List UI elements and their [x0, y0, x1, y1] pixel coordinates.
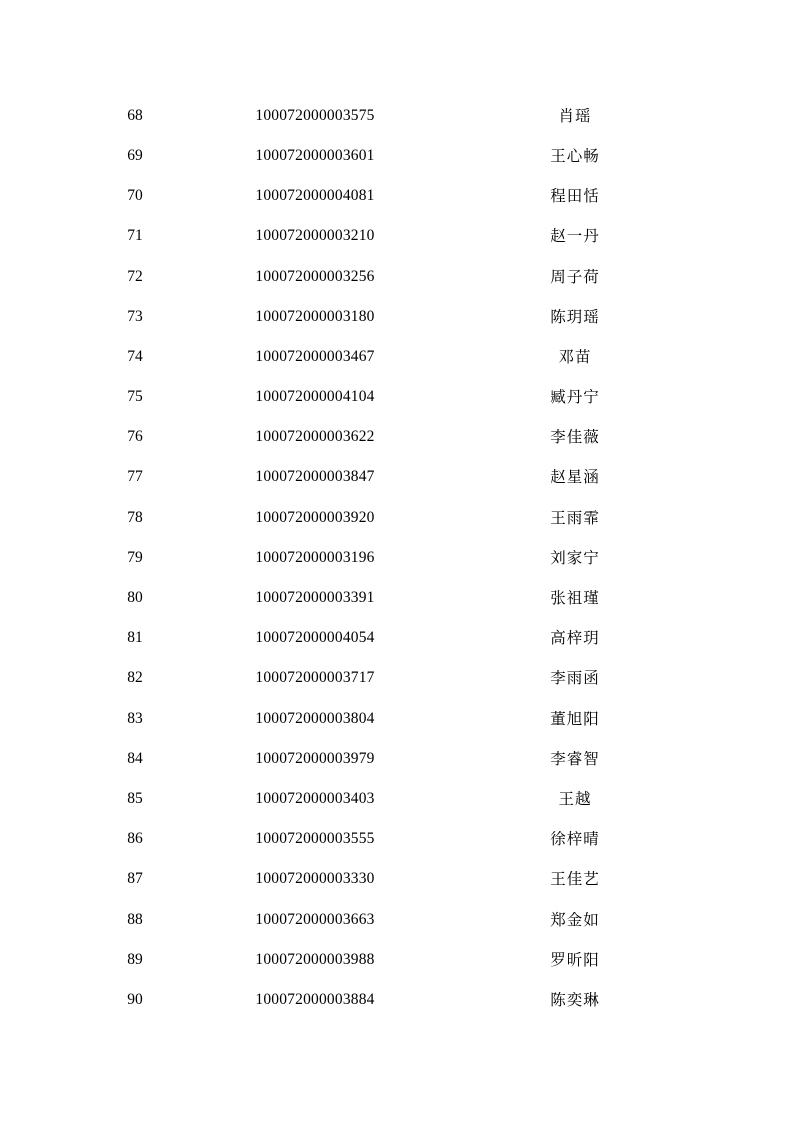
row-index: 71: [127, 227, 143, 245]
row-index: 75: [127, 388, 143, 406]
row-candidate-name: 张祖瑾: [550, 589, 600, 608]
table-row: [80, 136, 714, 176]
table-row: [80, 377, 714, 417]
row-index: 69: [127, 146, 143, 164]
row-candidate-name: 臧丹宁: [550, 388, 600, 407]
row-candidate-name: 王心畅: [550, 146, 600, 165]
row-candidate-name: 王越: [558, 789, 592, 808]
table-row: [80, 980, 714, 1020]
table-row: [80, 217, 714, 257]
row-candidate-id: 100072000003601: [255, 146, 375, 164]
row-index: 70: [127, 187, 143, 205]
row-spacer: [710, 458, 714, 498]
row-candidate-id: 100072000003391: [255, 589, 375, 607]
row-index: 77: [127, 468, 143, 486]
row-spacer: [710, 980, 714, 1020]
row-spacer: [710, 940, 714, 980]
row-index: 68: [127, 106, 143, 124]
table-row: [80, 860, 714, 900]
row-candidate-id: 100072000003804: [255, 709, 375, 727]
row-candidate-id: 100072000003622: [255, 428, 375, 446]
row-candidate-name: 徐梓晴: [550, 830, 600, 849]
row-index: 88: [127, 910, 143, 928]
row-index: 89: [127, 950, 143, 968]
table-row: [80, 940, 714, 980]
row-candidate-id: 100072000003979: [255, 749, 375, 767]
table-row: [80, 498, 714, 538]
row-candidate-name: 董旭阳: [550, 709, 600, 728]
row-spacer: [710, 739, 714, 779]
row-candidate-name: 赵星涵: [550, 468, 600, 487]
row-candidate-id: 100072000003196: [255, 548, 375, 566]
row-index: 72: [127, 267, 143, 285]
row-index: 90: [127, 990, 143, 1008]
row-spacer: [710, 578, 714, 618]
row-candidate-id: 100072000003575: [255, 106, 375, 124]
row-index: 84: [127, 749, 143, 767]
table-row: [80, 578, 714, 618]
row-candidate-name: 刘家宁: [550, 548, 600, 567]
table-row: [80, 699, 714, 739]
row-index: 82: [127, 669, 143, 687]
row-spacer: [710, 659, 714, 699]
row-candidate-name: 高梓玥: [550, 629, 600, 648]
row-candidate-id: 100072000003403: [255, 789, 375, 807]
row-candidate-name: 赵一丹: [550, 227, 600, 246]
row-candidate-id: 100072000003988: [255, 950, 375, 968]
table-row: [80, 257, 714, 297]
row-spacer: [710, 900, 714, 940]
row-candidate-id: 100072000004054: [255, 629, 375, 647]
row-index: 85: [127, 789, 143, 807]
row-candidate-name: 王佳艺: [550, 870, 600, 889]
row-candidate-name: 周子荷: [550, 267, 600, 286]
row-candidate-name: 李雨函: [550, 669, 600, 688]
row-spacer: [710, 96, 714, 136]
row-spacer: [710, 860, 714, 900]
row-spacer: [710, 337, 714, 377]
row-candidate-id: 100072000003256: [255, 267, 375, 285]
table-row: [80, 618, 714, 658]
row-candidate-name: 邓苗: [558, 347, 592, 366]
table-row: [80, 819, 714, 859]
row-index: 76: [127, 428, 143, 446]
table-row: [80, 779, 714, 819]
row-candidate-id: 100072000003717: [255, 669, 375, 687]
row-index: 80: [127, 589, 143, 607]
table-row: [80, 418, 714, 458]
row-candidate-id: 100072000003210: [255, 227, 375, 245]
row-index: 81: [127, 629, 143, 647]
row-candidate-id: 100072000003467: [255, 347, 375, 365]
table-row: [80, 297, 714, 337]
row-spacer: [710, 779, 714, 819]
row-index: 73: [127, 307, 143, 325]
row-candidate-name: 郑金如: [550, 910, 600, 929]
table-row: [80, 659, 714, 699]
row-index: 86: [127, 830, 143, 848]
row-spacer: [710, 176, 714, 216]
row-candidate-id: 100072000003555: [255, 830, 375, 848]
row-candidate-name: 王雨霏: [550, 508, 600, 527]
row-candidate-id: 100072000003180: [255, 307, 375, 325]
row-spacer: [710, 699, 714, 739]
row-spacer: [710, 136, 714, 176]
row-index: 74: [127, 347, 143, 365]
table-row: [80, 337, 714, 377]
row-candidate-name: 罗昕阳: [550, 950, 600, 969]
row-spacer: [710, 217, 714, 257]
roster-table-body: [80, 96, 714, 1020]
row-candidate-id: 100072000004081: [255, 187, 375, 205]
row-candidate-name: 陈玥瑶: [550, 307, 600, 326]
row-candidate-id: 100072000003884: [255, 990, 375, 1008]
row-index: 78: [127, 508, 143, 526]
row-spacer: [710, 257, 714, 297]
row-spacer: [710, 297, 714, 337]
table-row: [80, 538, 714, 578]
row-spacer: [710, 498, 714, 538]
row-spacer: [710, 618, 714, 658]
row-candidate-id: 100072000003663: [255, 910, 375, 928]
row-candidate-name: 肖瑶: [558, 106, 592, 125]
row-index: 87: [127, 870, 143, 888]
table-row: [80, 176, 714, 216]
row-candidate-name: 程田恬: [550, 187, 600, 206]
table-row: [80, 458, 714, 498]
row-spacer: [710, 819, 714, 859]
row-candidate-id: 100072000003330: [255, 870, 375, 888]
row-spacer: [710, 377, 714, 417]
table-row: [80, 96, 714, 136]
row-candidate-name: 陈奕琳: [550, 990, 600, 1009]
row-index: 83: [127, 709, 143, 727]
row-candidate-name: 李佳薇: [550, 428, 600, 447]
row-spacer: [710, 538, 714, 578]
table-row: [80, 739, 714, 779]
row-index: 79: [127, 548, 143, 566]
table-row: [80, 900, 714, 940]
row-candidate-name: 李睿智: [550, 749, 600, 768]
roster-table: [80, 96, 714, 1020]
row-spacer: [710, 418, 714, 458]
row-candidate-id: 100072000003920: [255, 508, 375, 526]
row-candidate-id: 100072000004104: [255, 388, 375, 406]
row-candidate-id: 100072000003847: [255, 468, 375, 486]
